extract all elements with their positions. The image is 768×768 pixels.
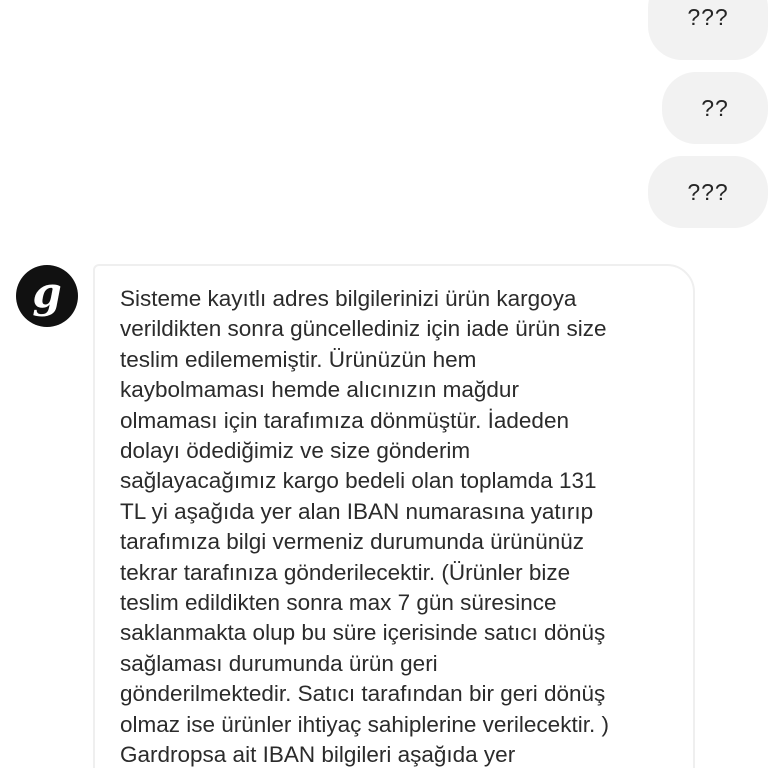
message-line: TL yi aşağıda yer alan IBAN numarasına yatırıp	[120, 498, 594, 524]
message-line: verildikten sonra güncellediniz için iade ürün size	[120, 316, 607, 342]
outgoing-message[interactable]	[648, 156, 768, 228]
message-text: ???	[687, 3, 729, 30]
message-line: saklanmakta olup bu süre içerisinde satıcı dönüş	[120, 620, 606, 646]
message-line: sağlaması durumunda ürün geri	[120, 650, 438, 676]
message-line: sağlayacağımız kargo bedeli olan toplamda 131	[120, 468, 597, 494]
message-text: ??	[701, 94, 729, 121]
message-line: Sisteme kayıtlı adres bilgilerinizi ürün kargoya	[120, 286, 577, 311]
sender-avatar[interactable]	[16, 265, 78, 327]
message-line: teslim edildikten sonra max 7 gün süresince	[120, 590, 557, 616]
outgoing-message[interactable]	[662, 72, 768, 144]
message-line: Gardropsa ait IBAN bilgileri aşağıda yer	[120, 742, 516, 768]
message-text: ???	[687, 178, 729, 205]
message-line: tarafımıza bilgi vermeniz durumunda ürününüz	[120, 529, 584, 555]
brand-logo-icon: g	[32, 268, 62, 317]
message-line: olmaz ise ürünler ihtiyaç sahiplerine verilecektir. )	[120, 711, 609, 737]
outgoing-message[interactable]	[648, 0, 768, 60]
message-line: dolayı ödediğimiz ve size gönderim	[120, 438, 471, 464]
message-line: tekrar tarafınıza gönderilecektir. (Ürünler bize	[120, 559, 571, 585]
message-line: kaybolmaması hemde alıcınızın mağdur	[120, 377, 519, 403]
message-line: olmaması için tarafımıza dönmüştür. İadeden	[120, 407, 569, 433]
incoming-message-text	[120, 284, 700, 768]
message-line: gönderilmektedir. Satıcı tarafından bir geri dönüş	[120, 681, 606, 707]
message-line: teslim edilememiştir. Ürünüzün hem	[120, 346, 477, 372]
